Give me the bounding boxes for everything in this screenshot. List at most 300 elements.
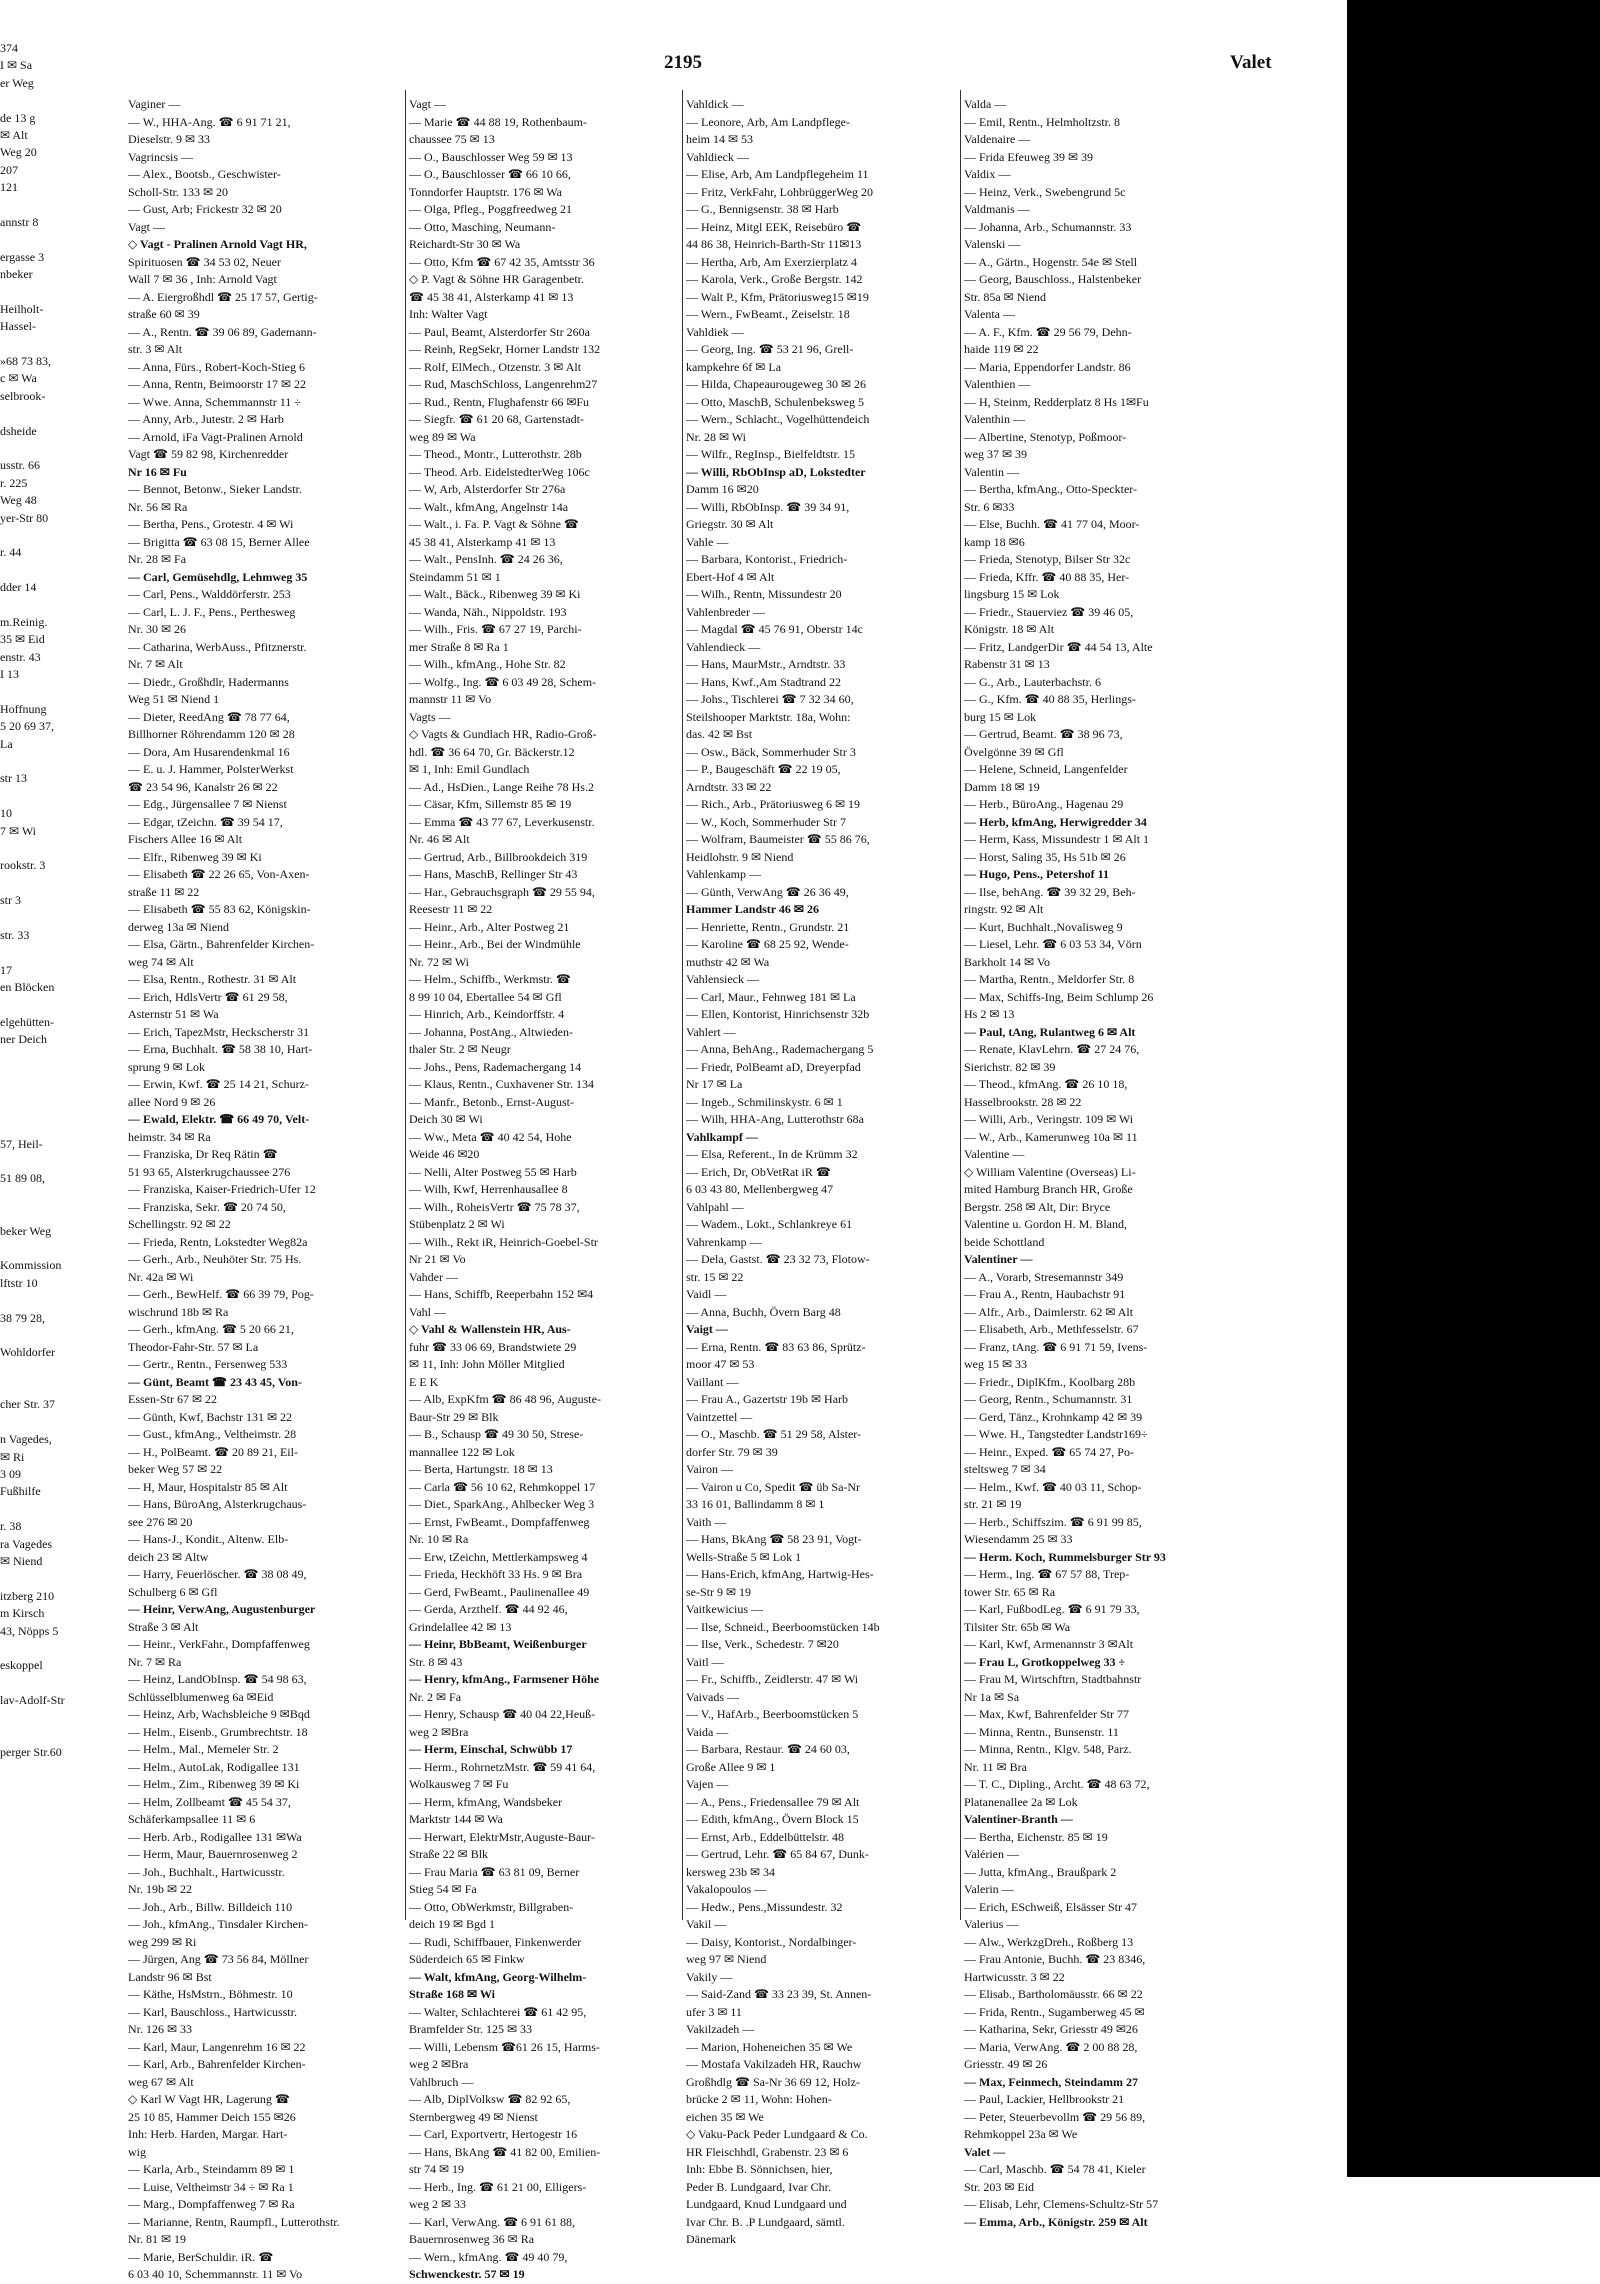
directory-entry-line: — Herb., BüroAng., Hagenau 29 — [964, 797, 1124, 811]
directory-entry-line: Große Allee 9 ✉ 1 — [686, 1759, 776, 1774]
directory-entry-line: — Rud., Rentn, Flughafenstr 66 ✉Fu — [409, 394, 590, 409]
directory-entry-line: Vakily — — [686, 1969, 733, 1984]
directory-entry-line: — Anna, Buchh, Övern Barg 48 — [686, 1304, 841, 1319]
directory-entry-line: — Emma ☎ 43 77 67, Leverkusenstr. — [409, 814, 595, 829]
directory-entry-line: Stübenplatz 2 ✉ Wi — [409, 1217, 505, 1231]
directory-entry-line: — Helm., Kwf. ☎ 40 03 11, Schop- — [964, 1479, 1142, 1494]
left-strip-line — [0, 1414, 95, 1431]
directory-entry-line: Valenthien — — [964, 377, 1031, 391]
directory-entry-line: — Carl, Maschb. ☎ 54 78 41, Kieler — [964, 2162, 1146, 2176]
directory-entry-line: kamp 18 ✉6 — [964, 534, 1025, 549]
directory-entry-line: — Walt, kfmAng, Georg-Wilhelm- — [409, 1969, 587, 1984]
directory-entry-line: — Minna, Rentn., Bunsenstr. 11 — [964, 1724, 1119, 1739]
left-strip-line — [0, 527, 95, 544]
directory-entry-line: — Marie, BerSchuldir. iR. ☎ — [128, 2249, 274, 2264]
directory-entry-line: — Friedr., DiplKfm., Koolbarg 28b — [964, 1374, 1136, 1389]
directory-entry-line: — Bertha, Pens., Grotestr. 4 ✉ Wi — [128, 517, 294, 531]
left-strip-line: ergasse 3 — [0, 249, 45, 264]
left-strip-line — [0, 336, 95, 353]
directory-entry-line: — Hans, BkAng ☎ 58 23 91, Vogt- — [686, 1532, 862, 1546]
directory-entry-line: 33 16 01, Ballindamm 8 ✉ 1 — [686, 1497, 825, 1511]
directory-entry-line: Vahlkampf — — [686, 1129, 758, 1144]
directory-entry-line: — Johs., Pens, Rademachergang 14 — [409, 1059, 582, 1074]
directory-entry-line: — Franziska, Sekr. ☎ 20 74 50, — [128, 1199, 286, 1214]
directory-entry-line: Reichardt-Str 30 ✉ Wa — [409, 237, 521, 251]
directory-entry-line: Vaigt — — [686, 1322, 728, 1336]
directory-entry-line: Weide 46 ✉20 — [409, 1147, 480, 1161]
left-strip-line — [0, 597, 95, 614]
left-strip-line — [0, 788, 95, 805]
directory-entry-line: — Hans, BkAng ☎ 41 82 00, Emilien- — [409, 2144, 601, 2159]
directory-entry-line: Valérien — — [964, 1847, 1019, 1861]
directory-entry-line: — Ellen, Kontorist, Hinrichsenstr 32b — [686, 1007, 870, 1021]
directory-entry-line: Billhorner Röhrendamm 120 ✉ 28 — [128, 727, 295, 741]
directory-entry-line: — Frau Antonie, Buchh. ☎ 23 8346, — [964, 1952, 1146, 1966]
directory-entry-line: — Arnold, iFa Vagt-Pralinen Arnold — [128, 429, 303, 444]
directory-entry-line: — Heinz, Arb, Wachsbleiche 9 ✉Bqd — [128, 1707, 310, 1721]
directory-entry-line: — Johanna, Arb., Schumannstr. 33 — [964, 219, 1132, 234]
directory-entry-line: — Willi, RbObInsp. ☎ 39 34 91, — [686, 499, 850, 514]
directory-entry-line: — Heinr., Arb., Bei der Windmühle — [409, 937, 581, 951]
directory-entry-line: str. 21 ✉ 19 — [964, 1497, 1022, 1511]
directory-entry-line: Heidlohstr. 9 ✉ Niend — [686, 849, 794, 864]
directory-entry-line: — H, Maur, Hospitalstr 85 ✉ Alt — [128, 1479, 288, 1494]
directory-entry-line: weg 299 ✉ Ri — [128, 1934, 197, 1949]
directory-column-1 — [128, 96, 403, 2284]
directory-entry-line: — Georg, Rentn., Schumannstr. 31 — [964, 1392, 1133, 1406]
directory-entry-line: weg 2 ✉ 33 — [409, 2197, 467, 2211]
directory-entry-line: ringstr. 92 ✉ Alt — [964, 902, 1044, 916]
directory-entry-line: weg 2 ✉Bra — [409, 1724, 469, 1739]
left-strip-line: dsheide — [0, 423, 37, 438]
left-strip-line: ✉ Niend — [0, 1553, 43, 1568]
directory-entry-line: — Erwin, Kwf. ☎ 25 14 21, Schurz- — [128, 1077, 309, 1091]
directory-entry-line: — Otto, ObWerkmstr, Billgraben- — [409, 1899, 574, 1914]
directory-entry-line: Vahlpahl — — [686, 1199, 744, 1214]
directory-entry-line: — Jutta, kfmAng., Braußpark 2 — [964, 1864, 1117, 1879]
directory-entry-line: — Wilh., Fris. ☎ 67 27 19, Parchi- — [409, 622, 582, 636]
directory-entry-line: — Ernst, FwBeamt., Dompfaffenweg — [409, 1514, 590, 1529]
directory-entry-line: — Gerd, FwBeamt., Paulinenallee 49 — [409, 1584, 590, 1599]
directory-entry-line: ☎ 23 54 96, Kanalstr 26 ✉ 22 — [128, 779, 278, 794]
directory-entry-line: Nr. 2 ✉ Fa — [409, 1689, 462, 1704]
directory-entry-line: — Willi, Lebensm ☎61 26 15, Harms- — [409, 2039, 600, 2054]
directory-entry-line: weg 97 ✉ Niend — [686, 1952, 767, 1966]
directory-entry-line: Valerin — — [964, 1882, 1014, 1896]
directory-entry-line: — Paul, Beamt, Alsterdorfer Str 260a — [409, 324, 590, 339]
directory-entry-line: — Friedr., Stauerviez ☎ 39 46 05, — [964, 604, 1134, 619]
directory-entry-line: — Daisy, Kontorist., Nordalbinger- — [686, 1934, 857, 1949]
directory-entry-line: Vahle — — [686, 534, 729, 549]
directory-entry-line: — Fritz, LandgerDir ☎ 44 54 13, Alte — [964, 639, 1153, 654]
directory-entry-line: — Gertr., Rentn., Fersenweg 533 — [128, 1357, 288, 1371]
directory-entry-line: — Carl, Pens., Walddörferstr. 253 — [128, 587, 291, 601]
directory-entry-line: — Herm, Maur, Bauernrosenweg 2 — [128, 1847, 298, 1861]
directory-entry-line: Straße 168 ✉ Wi — [409, 1987, 495, 2001]
directory-entry-line: — Wilh, HHA-Ang, Lutterothstr 68a — [686, 1112, 864, 1126]
directory-entry-line: — Karoline ☎ 68 25 92, Wende- — [686, 937, 849, 951]
directory-entry-line: — Anna, Rentn, Beimoorstr 17 ✉ 22 — [128, 377, 307, 391]
directory-entry-line: Nr 16 ✉ Fu — [128, 464, 187, 479]
directory-entry-line: Vaitkewicius — — [686, 1602, 763, 1616]
directory-entry-line: — Elisab., Bartholomäusstr. 66 ✉ 22 — [964, 1987, 1143, 2001]
directory-entry-line: — Walt., PensInh. ☎ 24 26 36, — [409, 552, 563, 566]
directory-entry-line: — Max, Feinmech, Steindamm 27 — [964, 2074, 1138, 2089]
directory-entry-line: — B., Schausp ☎ 49 30 50, Strese- — [409, 1427, 584, 1441]
left-strip-line — [0, 1066, 95, 1083]
directory-entry-line: str. 3 ✉ Alt — [128, 342, 183, 356]
directory-entry-line: — Herm., Ing. ☎ 67 57 88, Trep- — [964, 1567, 1130, 1581]
directory-entry-line: — G., Kfm. ☎ 40 88 35, Herlings- — [964, 692, 1136, 706]
directory-entry-line: — Ad., HsDien., Lange Reihe 78 Hs.2 — [409, 779, 594, 794]
left-strip-line: 374 — [0, 41, 18, 55]
directory-entry-line: Vakilzadeh — — [686, 2022, 755, 2036]
directory-entry-line: — Herb., Schiffszim. ☎ 6 91 99 85, — [964, 1514, 1142, 1529]
directory-entry-line: — Edith, kfmAng., Övern Block 15 — [686, 1812, 859, 1826]
directory-entry-line: — Maria, VerwAng. ☎ 2 00 88 28, — [964, 2039, 1138, 2054]
directory-entry-line: — Paul, tAng, Rulantweg 6 ✉ Alt — [964, 1024, 1136, 1039]
directory-entry-line: — A. Eiergroßhdl ☎ 25 17 57, Gertig- — [128, 289, 318, 304]
directory-entry-line: — Alex., Bootsb., Geschwister- — [128, 167, 281, 181]
directory-entry-line: — Gertrud, Lehr. ☎ 65 84 67, Dunk- — [686, 1847, 869, 1861]
directory-entry-line: — Elisabeth ☎ 22 26 65, Von-Axen- — [128, 867, 310, 881]
left-strip-line — [0, 1205, 95, 1222]
directory-entry-line: — Herm., RohrnetzMstr. ☎ 59 41 64, — [409, 1759, 596, 1774]
left-strip-line: 3 09 — [0, 1467, 21, 1482]
directory-entry-line: — Magdal ☎ 45 76 91, Oberstr 14c — [686, 622, 863, 636]
directory-entry-line: — Hans-Erich, kfmAng, Hartwig-Hes- — [686, 1567, 874, 1581]
left-strip-line: itzberg 210 — [0, 1588, 55, 1603]
directory-entry-line: Nr. 7 ✉ Alt — [128, 657, 183, 671]
directory-entry-line: — Karl, FußbodLeg. ☎ 6 91 79 33, — [964, 1602, 1140, 1616]
directory-entry-line: Damm 16 ✉20 — [686, 482, 759, 496]
directory-entry-line: Nr. 11 ✉ Bra — [964, 1759, 1027, 1774]
directory-entry-line: Nr. 126 ✉ 33 — [128, 2022, 193, 2036]
column-divider — [682, 90, 683, 1920]
left-strip-line: dder 14 — [0, 580, 37, 595]
directory-entry-line: — E. u. J. Hammer, PolsterWerkst — [128, 762, 294, 776]
left-strip-line: cher Str. 37 — [0, 1397, 55, 1412]
directory-entry-line: Valdenaire — — [964, 132, 1031, 146]
directory-entry-line: — Ilse, behAng. ☎ 39 32 29, Beh- — [964, 884, 1136, 899]
directory-entry-line: — Luise, Veltheimstr 34 ÷ ✉ Ra 1 — [128, 2179, 294, 2194]
left-strip-line — [0, 283, 95, 300]
directory-entry-line: Nr 17 ✉ La — [686, 1077, 743, 1091]
directory-entry-line: wischrund 18b ✉ Ra — [128, 1304, 229, 1319]
directory-entry-line: Valenthin — — [964, 412, 1025, 426]
directory-entry-line: — Wilh, Kwf, Herrenhausallee 8 — [409, 1182, 568, 1196]
directory-entry-line: Barkholt 14 ✉ Vo — [964, 954, 1050, 969]
directory-entry-line: — Cäsar, Kfm, Sillemstr 85 ✉ 19 — [409, 797, 572, 811]
directory-entry-line: — Leonore, Arb, Am Landpflege- — [686, 114, 850, 129]
directory-entry-line: — Walt P., Kfm, Prätoriusweg15 ✉19 — [686, 289, 869, 304]
directory-entry-line: Vahrenkamp — — [686, 1234, 762, 1249]
directory-entry-line: Vaivads — — [686, 1689, 739, 1704]
directory-entry-line: ☎ 45 38 41, Alsterkamp 41 ✉ 13 — [409, 289, 574, 304]
directory-entry-line: — Edgar, tZeichn. ☎ 39 54 17, — [128, 814, 283, 829]
directory-entry-line: E E K — [409, 1374, 439, 1389]
directory-entry-line: Vaginer — — [128, 97, 181, 111]
directory-entry-line: — Ilse, Schneid., Beerboomstücken 14b — [686, 1619, 880, 1634]
directory-entry-line: tower Str. 65 ✉ Ra — [964, 1584, 1056, 1599]
left-strip-line: perger Str.60 — [0, 1745, 62, 1760]
left-strip-line: m.Reinig. — [0, 614, 48, 629]
directory-entry-line: — T. C., Dipling., Archt. ☎ 48 63 72, — [964, 1777, 1150, 1791]
left-strip-line: elgehütten- — [0, 1014, 54, 1029]
left-strip-line — [0, 1153, 95, 1170]
directory-entry-line: lingsburg 15 ✉ Lok — [964, 587, 1060, 601]
directory-entry-line: — Marie ☎ 44 88 19, Rothenbaum- — [409, 114, 587, 129]
left-strip-line: 43, Nöpps 5 — [0, 1623, 59, 1638]
directory-entry-line: — Frida Efeuweg 39 ✉ 39 — [964, 149, 1094, 164]
directory-entry-line: Asternstr 51 ✉ Wa — [128, 1007, 219, 1021]
directory-entry-line: — Hans, Kwf.,Am Stadtrand 22 — [686, 674, 841, 689]
left-strip-line: c ✉ Wa — [0, 371, 37, 386]
directory-entry-line: — Wern., kfmAng. ☎ 49 40 79, — [409, 2249, 568, 2264]
directory-entry-line: ◇ Vahl & Wallenstein HR, Aus- — [409, 1322, 571, 1336]
directory-entry-line: ✉ 11, Inh: John Möller Mitglied — [409, 1357, 565, 1371]
directory-entry-line: — W., Arb., Kamerunweg 10a ✉ 11 — [964, 1129, 1138, 1144]
directory-entry-line: Weg 51 ✉ Niend 1 — [128, 692, 220, 706]
left-strip-line — [0, 1049, 95, 1066]
left-strip-line — [0, 1675, 95, 1692]
left-strip-line: lftstr 10 — [0, 1275, 38, 1290]
directory-entry-line: ufer 3 ✉ 11 — [686, 2004, 742, 2019]
directory-entry-line: Hasselbrookstr. 28 ✉ 22 — [964, 1094, 1082, 1109]
left-strip-line: 5 20 69 37, — [0, 719, 54, 734]
directory-entry-line: — Minna, Rentn., Klgv. 548, Parz. — [964, 1742, 1132, 1756]
directory-entry-line: — Alb, DiplVolksw ☎ 82 92 65, — [409, 2092, 571, 2106]
left-strip-line: beker Weg — [0, 1223, 52, 1238]
directory-entry-line: — Emma, Arb., Königstr. 259 ✉ Alt — [964, 2214, 1148, 2229]
directory-entry-line: — Otto, Masching, Neumann- — [409, 219, 556, 234]
directory-entry-line: — Har., Gebrauchsgraph ☎ 29 55 94, — [409, 884, 595, 899]
directory-entry-line: — Karl, Arb., Bahrenfelder Kirchen- — [128, 2057, 306, 2071]
directory-entry-line: — Emil, Rentn., Helmholtzstr. 8 — [964, 114, 1120, 129]
directory-entry-line: — Johanna, PostAng., Altwieden- — [409, 1024, 573, 1039]
directory-entry-line: — Joh., Buchhalt., Hartwicusstr. — [128, 1864, 285, 1879]
directory-column-3 — [686, 96, 958, 2249]
directory-entry-line: — Edg., Jürgensallee 7 ✉ Nienst — [128, 797, 287, 811]
directory-entry-line: — Renate, KlavLehrn. ☎ 27 24 76, — [964, 1042, 1140, 1056]
directory-entry-line: — Mostafa Vakilzadeh HR, Rauchw — [686, 2057, 862, 2071]
left-strip-line: Heilholt- — [0, 301, 44, 316]
directory-entry-line: — Wwe. H., Tangstedter Landstr169÷ — [964, 1427, 1148, 1441]
directory-entry-line: — Anny, Arb., Jutestr. 2 ✉ Harb — [128, 412, 284, 426]
left-strip-line — [0, 683, 95, 700]
left-strip-line: Kommission — [0, 1258, 62, 1273]
directory-entry-line: Arndtstr. 33 ✉ 22 — [686, 779, 772, 794]
directory-entry-line: — Elsa, Referent., In de Krümm 32 — [686, 1147, 858, 1161]
left-strip-line — [0, 562, 95, 579]
left-strip-line — [0, 440, 95, 457]
directory-entry-line: — A., Gärtn., Hogenstr. 54e ✉ Stell — [964, 254, 1138, 269]
left-strip-line: ✉ Alt — [0, 127, 28, 142]
directory-entry-line: — Heinz, Verk., Swebengrund 5c — [964, 184, 1126, 199]
left-strip-line: La — [0, 736, 13, 751]
directory-entry-line: mer Straße 8 ✉ Ra 1 — [409, 639, 509, 654]
directory-entry-line: ◇ P. Vagt & Söhne HR Garagenbetr. — [409, 272, 584, 286]
directory-entry-line: Rehmkoppel 23a ✉ We — [964, 2127, 1078, 2141]
left-strip-line: 121 — [0, 180, 18, 195]
left-strip-line — [0, 1570, 95, 1587]
directory-entry-line: — A., Rentn. ☎ 39 06 89, Gademann- — [128, 324, 317, 339]
directory-entry-line: Valet — — [964, 2144, 1006, 2159]
directory-entry-line: — Elise, Arb, Am Landpflegeheim 11 — [686, 167, 869, 181]
directory-entry-line: — Dieter, ReedAng ☎ 78 77 64, — [128, 709, 290, 724]
directory-entry-line: — Barbara, Kontorist., Friedrich- — [686, 552, 848, 566]
left-strip-line: I 13 — [0, 667, 19, 682]
directory-entry-line: — Franziska, Dr Req Rätin ☎ — [128, 1147, 278, 1161]
left-strip-line: de 13 g — [0, 110, 36, 125]
directory-entry-line: — Hans, MaurMstr., Arndtstr. 33 — [686, 657, 846, 671]
directory-entry-line: weg 15 ✉ 33 — [964, 1357, 1028, 1371]
directory-entry-line: — Hedw., Pens.,Missundestr. 32 — [686, 1899, 843, 1914]
directory-entry-line: — Joh., Arb., Billw. Billdeich 110 — [128, 1899, 293, 1914]
directory-entry-line: Marktstr 144 ✉ Wa — [409, 1812, 503, 1826]
directory-entry-line: — Brigitta ☎ 63 08 15, Berner Allee — [128, 534, 310, 549]
directory-entry-line: — Erich, ESchweiß, Elsässer Str 47 — [964, 1899, 1137, 1914]
left-strip-line — [0, 944, 95, 961]
directory-entry-line: — Barbara, Restaur. ☎ 24 60 03, — [686, 1742, 850, 1756]
directory-entry-line: — Dela, Gastst. ☎ 23 32 73, Flotow- — [686, 1252, 870, 1266]
directory-entry-line: das. 42 ✉ Bst — [686, 727, 753, 741]
directory-entry-line: HR Fleischhdl, Grabenstr. 23 ✉ 6 — [686, 2144, 849, 2159]
directory-entry-line: deich 19 ✉ Bgd 1 — [409, 1917, 496, 1931]
directory-entry-line: — Horst, Saling 35, Hs 51b ✉ 26 — [964, 849, 1126, 864]
directory-entry-line: Str. 85a ✉ Niend — [964, 289, 1047, 304]
left-strip-line: enstr. 43 — [0, 649, 41, 664]
directory-entry-line: Vagts — — [409, 709, 451, 724]
left-strip-line — [0, 231, 95, 248]
directory-entry-line: — Liesel, Lehr. ☎ 6 03 53 34, Vörn — [964, 937, 1142, 951]
left-strip-line: eskoppel — [0, 1658, 43, 1673]
directory-entry-line: — Alw., WerkzgDreh., Roßberg 13 — [964, 1934, 1134, 1949]
directory-entry-line: Vahder — — [409, 1269, 458, 1284]
left-strip-line — [0, 405, 95, 422]
left-strip-line — [0, 197, 95, 214]
left-strip-line: Weg 20 — [0, 145, 37, 160]
directory-entry-line: — Carla ☎ 56 10 62, Rehmkoppel 17 — [409, 1479, 596, 1494]
directory-entry-line: — Fr., Schiffb., Zeidlerstr. 47 ✉ Wi — [686, 1672, 859, 1686]
directory-entry-line: — Max, Schiffs-Ing, Beim Schlump 26 — [964, 989, 1154, 1004]
directory-entry-line: mannallee 122 ✉ Lok — [409, 1444, 515, 1459]
left-strip-line: 38 79 28, — [0, 1310, 45, 1325]
left-strip-line — [0, 1501, 95, 1518]
directory-entry-line: — W., HHA-Ang. ☎ 6 91 71 21, — [128, 114, 291, 129]
left-strip-line: rookstr. 3 — [0, 858, 46, 873]
directory-entry-line: — Bennot, Betonw., Sieker Landstr. — [128, 482, 302, 496]
directory-entry-line: Schellingstr. 92 ✉ 22 — [128, 1217, 231, 1231]
directory-entry-line: — O., Bauschlosser Weg 59 ✉ 13 — [409, 149, 573, 164]
left-strip-line: 207 — [0, 162, 18, 177]
directory-entry-line: — O., Maschb. ☎ 51 29 58, Alster- — [686, 1427, 862, 1441]
directory-entry-line: — Willi, Arb., Veringstr. 109 ✉ Wi — [964, 1112, 1134, 1126]
directory-entry-line: — O., Bauschlosser ☎ 66 10 66, — [409, 167, 571, 181]
directory-entry-line: — Karla, Arb., Steindamm 89 ✉ 1 — [128, 2162, 295, 2176]
left-strip-line: nbeker — [0, 267, 33, 282]
directory-entry-line: — Franziska, Kaiser-Friedrich-Ufer 12 — [128, 1182, 316, 1196]
directory-entry-line: burg 15 ✉ Lok — [964, 709, 1037, 724]
directory-entry-line: Inh: Herb. Harden, Margar. Hart- — [128, 2127, 288, 2141]
directory-entry-line: — Herb. Arb., Rodigallee 131 ✉Wa — [128, 1829, 302, 1844]
directory-entry-line: — Georg, Ing. ☎ 53 21 96, Grell- — [686, 342, 854, 356]
directory-entry-line: allee Nord 9 ✉ 26 — [128, 1094, 216, 1109]
directory-entry-line: Platanenallee 2a ✉ Lok — [964, 1794, 1078, 1809]
directory-entry-line: — Erw, tZeichn, Mettlerkampsweg 4 — [409, 1549, 588, 1564]
directory-entry-line: — Elsa, Rentn., Rothestr. 31 ✉ Alt — [128, 972, 297, 986]
directory-entry-line: 44 86 38, Heinrich-Barth-Str 11✉13 — [686, 237, 862, 251]
directory-entry-line: Vahlenbreder — — [686, 604, 765, 619]
directory-entry-line: — Käthe, HsMstrn., Böhmestr. 10 — [128, 1987, 293, 2001]
left-strip-line — [0, 753, 95, 770]
directory-column-2 — [409, 96, 681, 2284]
directory-entry-line: — Carl, Maur., Fehnweg 181 ✉ La — [686, 989, 856, 1004]
left-page-fragment — [0, 40, 95, 1762]
left-strip-line: ✉ Ri — [0, 1449, 25, 1464]
running-title: Valet — [1230, 52, 1272, 73]
directory-entry-line: Vaillant — — [686, 1374, 739, 1389]
directory-entry-line: — Wanda, Näh., Nippoldstr. 193 — [409, 604, 567, 619]
directory-entry-line: — Otto, Kfm ☎ 67 42 35, Amtsstr 36 — [409, 254, 595, 269]
directory-entry-line: — Frieda, Heckhöft 33 Hs. 9 ✉ Bra — [409, 1567, 583, 1581]
directory-entry-line: weg 74 ✉ Alt — [128, 954, 194, 969]
directory-entry-line: Königstr. 18 ✉ Alt — [964, 622, 1055, 636]
directory-entry-line: — Günth, Kwf, Bachstr 131 ✉ 22 — [128, 1409, 293, 1424]
directory-entry-line: Dieselstr. 9 ✉ 33 — [128, 132, 211, 146]
directory-entry-line: derweg 13a ✉ Niend — [128, 919, 230, 934]
directory-entry-line: — Gerd, Tänz., Krohnkamp 42 ✉ 39 — [964, 1409, 1143, 1424]
directory-entry-line: Hammer Landstr 46 ✉ 26 — [686, 902, 819, 916]
left-strip-line: str. 33 — [0, 927, 30, 942]
directory-entry-line: — Henry, kfmAng., Farmsener Höhe — [409, 1672, 600, 1686]
directory-entry-line: — Carl, Exportvertr, Hertogestr 16 — [409, 2127, 578, 2141]
directory-entry-line: Valentine — — [964, 1147, 1025, 1161]
directory-entry-line: ◇ Karl W Vagt HR, Lagerung ☎ — [128, 2092, 290, 2106]
left-strip-line: ra Vagedes — [0, 1536, 53, 1551]
directory-entry-line: — Peter, Steuerbevollm ☎ 29 56 89, — [964, 2109, 1146, 2124]
directory-entry-line: — Hans-J., Kondit., Altenw. Elb- — [128, 1532, 289, 1546]
directory-entry-line: haide 119 ✉ 22 — [964, 342, 1039, 356]
column-divider — [960, 90, 961, 1920]
directory-entry-line: Griegstr. 30 ✉ Alt — [686, 517, 774, 531]
directory-entry-line: — Vairon u Co, Spedit ☎ üb Sa-Nr — [686, 1479, 861, 1494]
directory-entry-line: Spirituosen ☎ 34 53 02, Neuer — [128, 254, 281, 269]
directory-entry-line: Nr. 7 ✉ Ra — [128, 1654, 182, 1669]
directory-entry-line: Steilshooper Marktstr. 18a, Wohn: — [686, 709, 851, 724]
directory-entry-line: — Wadem., Lokt., Schlankreye 61 — [686, 1217, 853, 1231]
directory-entry-line: — Wilfr., RegInsp., Bielfeldtstr. 15 — [686, 447, 855, 461]
directory-entry-line: — Herb., Ing. ☎ 61 21 00, Elligers- — [409, 2179, 587, 2194]
directory-entry-line: Valenski — — [964, 237, 1021, 251]
directory-entry-line: Dänemark — [686, 2232, 736, 2246]
directory-entry-line: — Albertine, Stenotyp, Poßmoor- — [964, 429, 1127, 444]
directory-entry-line: Rabenstr 31 ✉ 13 — [964, 657, 1050, 671]
directory-entry-line: — A. F., Kfm. ☎ 29 56 79, Dehn- — [964, 324, 1132, 339]
directory-entry-line: — Elisabeth, Arb., Methfesselstr. 67 — [964, 1322, 1139, 1336]
directory-entry-line: — Hertha, Arb, Am Exerzierplatz 4 — [686, 254, 857, 269]
directory-entry-line: — Ernst, Arb., Eddelbüttelstr. 48 — [686, 1829, 844, 1844]
directory-entry-line: — Herb, kfmAng, Herwigredder 34 — [964, 814, 1147, 829]
directory-entry-line: weg 37 ✉ 39 — [964, 447, 1028, 461]
directory-entry-line: — Gust, Arb; Frickestr 32 ✉ 20 — [128, 202, 282, 216]
directory-entry-line: Bramfelder Str. 125 ✉ 33 — [409, 2022, 533, 2036]
directory-entry-line: — Rudi, Schiffbauer, Finkenwerder — [409, 1934, 582, 1949]
directory-entry-line: — Carl, L. J. F., Pens., Perthesweg — [128, 604, 296, 619]
directory-entry-line: Stieg 54 ✉ Fa — [409, 1882, 477, 1896]
directory-entry-line: Nr. 19b ✉ 22 — [128, 1882, 193, 1896]
left-strip-line: lav-Adolf-Str — [0, 1693, 65, 1708]
